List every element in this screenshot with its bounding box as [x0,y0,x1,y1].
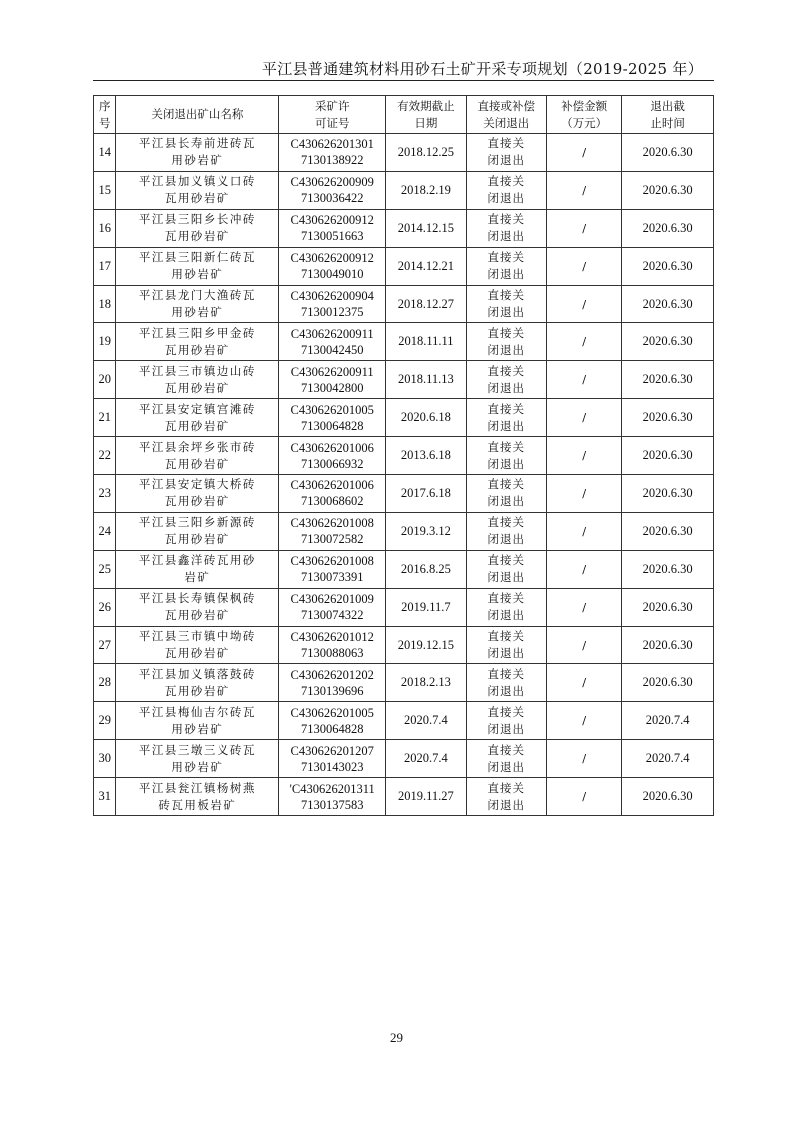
cell-exit-deadline: 2020.6.30 [622,247,714,285]
table-row [94,285,714,323]
cell-mine-name: 平江县加义镇义口砖 瓦用砂岩矿 [116,171,279,209]
cell-mine-name: 平江县三阳新仁砖瓦 用砂岩矿 [116,247,279,285]
table-row [94,323,714,361]
column-header-closure-method: 直接或补偿 关闭退出 [466,96,546,134]
cell-no: 27 [94,626,116,664]
table-row [94,134,714,172]
cell-compensation: / [547,702,622,740]
cell-license: C430626201207 7130143023 [279,740,386,778]
cell-no: 25 [94,550,116,588]
table-body [94,134,714,816]
closed-mines-table [93,95,714,816]
column-header-exit-deadline: 退出截 止时间 [622,96,714,134]
cell-no: 18 [94,285,116,323]
cell-expiry: 2018.11.11 [386,323,466,361]
cell-closure-method: 直接关 闭退出 [466,323,546,361]
cell-exit-deadline: 2020.6.30 [622,437,714,475]
cell-no: 23 [94,475,116,513]
cell-license: C430626201008 7130072582 [279,512,386,550]
table-row [94,550,714,588]
table-row [94,588,714,626]
cell-no: 17 [94,247,116,285]
cell-expiry: 2017.6.18 [386,475,466,513]
cell-no: 31 [94,778,116,816]
cell-closure-method: 直接关 闭退出 [466,437,546,475]
cell-license: C430626200904 7130012375 [279,285,386,323]
cell-mine-name: 平江县加义镇落鼓砖 瓦用砂岩矿 [116,664,279,702]
cell-expiry: 2016.8.25 [386,550,466,588]
cell-license: C430626201301 7130138922 [279,134,386,172]
cell-mine-name: 平江县鑫洋砖瓦用砂 岩矿 [116,550,279,588]
cell-mine-name: 平江县长寿前进砖瓦 用砂岩矿 [116,134,279,172]
cell-no: 20 [94,361,116,399]
table-row [94,778,714,816]
cell-no: 29 [94,702,116,740]
cell-mine-name: 平江县安定镇宫滩砖 瓦用砂岩矿 [116,399,279,437]
cell-license: C430626200912 7130049010 [279,247,386,285]
cell-expiry: 2019.11.27 [386,778,466,816]
table-row [94,702,714,740]
cell-closure-method: 直接关 闭退出 [466,550,546,588]
cell-mine-name: 平江县三墩三义砖瓦 用砂岩矿 [116,740,279,778]
cell-compensation: / [547,323,622,361]
cell-expiry: 2013.6.18 [386,437,466,475]
cell-license: C430626201006 7130066932 [279,437,386,475]
cell-exit-deadline: 2020.6.30 [622,134,714,172]
cell-expiry: 2020.6.18 [386,399,466,437]
cell-closure-method: 直接关 闭退出 [466,361,546,399]
cell-exit-deadline: 2020.6.30 [622,588,714,626]
cell-license: C430626201006 7130068602 [279,475,386,513]
cell-expiry: 2020.7.4 [386,740,466,778]
cell-compensation: / [547,664,622,702]
cell-license: C430626201008 7130073391 [279,550,386,588]
cell-expiry: 2019.3.12 [386,512,466,550]
cell-no: 24 [94,512,116,550]
table-row [94,626,714,664]
cell-expiry: 2018.2.19 [386,171,466,209]
cell-mine-name: 平江县三市镇中坳砖 瓦用砂岩矿 [116,626,279,664]
header-rule [93,80,714,81]
cell-no: 21 [94,399,116,437]
cell-exit-deadline: 2020.7.4 [622,702,714,740]
cell-closure-method: 直接关 闭退出 [466,512,546,550]
column-header-license: 采矿许 可证号 [279,96,386,134]
cell-license: C430626201005 7130064828 [279,399,386,437]
cell-mine-name: 平江县瓮江镇杨树燕 砖瓦用板岩矿 [116,778,279,816]
cell-exit-deadline: 2020.6.30 [622,664,714,702]
cell-mine-name: 平江县三阳乡长冲砖 瓦用砂岩矿 [116,209,279,247]
cell-closure-method: 直接关 闭退出 [466,588,546,626]
cell-license: C430626201012 7130088063 [279,626,386,664]
cell-no: 14 [94,134,116,172]
cell-compensation: / [547,626,622,664]
cell-exit-deadline: 2020.6.30 [622,550,714,588]
cell-no: 30 [94,740,116,778]
cell-closure-method: 直接关 闭退出 [466,399,546,437]
cell-license: C430626201009 7130074322 [279,588,386,626]
cell-closure-method: 直接关 闭退出 [466,626,546,664]
cell-mine-name: 平江县龙门大渔砖瓦 用砂岩矿 [116,285,279,323]
cell-expiry: 2019.12.15 [386,626,466,664]
cell-compensation: / [547,550,622,588]
cell-mine-name: 平江县三阳乡新源砖 瓦用砂岩矿 [116,512,279,550]
cell-expiry: 2020.7.4 [386,702,466,740]
cell-expiry: 2018.11.13 [386,361,466,399]
cell-expiry: 2014.12.15 [386,209,466,247]
cell-mine-name: 平江县余坪乡张市砖 瓦用砂岩矿 [116,437,279,475]
cell-exit-deadline: 2020.6.30 [622,323,714,361]
cell-exit-deadline: 2020.6.30 [622,361,714,399]
cell-exit-deadline: 2020.6.30 [622,778,714,816]
column-header-mine-name: 关闭退出矿山名称 [116,96,279,134]
cell-closure-method: 直接关 闭退出 [466,134,546,172]
cell-closure-method: 直接关 闭退出 [466,778,546,816]
cell-expiry: 2018.12.27 [386,285,466,323]
cell-closure-method: 直接关 闭退出 [466,209,546,247]
cell-expiry: 2018.12.25 [386,134,466,172]
cell-exit-deadline: 2020.6.30 [622,399,714,437]
cell-no: 15 [94,171,116,209]
table-header-row [94,96,714,134]
cell-mine-name: 平江县安定镇大桥砖 瓦用砂岩矿 [116,475,279,513]
cell-exit-deadline: 2020.7.4 [622,740,714,778]
cell-mine-name: 平江县长寿镇保枫砖 瓦用砂岩矿 [116,588,279,626]
cell-no: 19 [94,323,116,361]
cell-license: C430626200911 7130042800 [279,361,386,399]
cell-closure-method: 直接关 闭退出 [466,171,546,209]
cell-exit-deadline: 2020.6.30 [622,512,714,550]
cell-mine-name: 平江县梅仙吉尔砖瓦 用砂岩矿 [116,702,279,740]
cell-expiry: 2019.11.7 [386,588,466,626]
cell-no: 16 [94,209,116,247]
cell-compensation: / [547,778,622,816]
cell-closure-method: 直接关 闭退出 [466,475,546,513]
cell-compensation: / [547,285,622,323]
cell-license: C430626201005 7130064828 [279,702,386,740]
table-row [94,171,714,209]
table-row [94,247,714,285]
cell-no: 26 [94,588,116,626]
cell-compensation: / [547,588,622,626]
cell-compensation: / [547,361,622,399]
cell-mine-name: 平江县三阳乡甲金砖 瓦用砂岩矿 [116,323,279,361]
table-row [94,740,714,778]
cell-compensation: / [547,134,622,172]
cell-license: C430626200912 7130051663 [279,209,386,247]
cell-license: C430626200909 7130036422 [279,171,386,209]
column-header-no: 序 号 [94,96,116,134]
cell-compensation: / [547,740,622,778]
cell-no: 22 [94,437,116,475]
cell-exit-deadline: 2020.6.30 [622,209,714,247]
cell-compensation: / [547,171,622,209]
table-row [94,209,714,247]
cell-license: C430626201202 7130139696 [279,664,386,702]
cell-license: 'C430626201311 7130137583 [279,778,386,816]
cell-compensation: / [547,475,622,513]
table-row [94,437,714,475]
cell-closure-method: 直接关 闭退出 [466,664,546,702]
page-number: 29 [390,1030,403,1045]
cell-exit-deadline: 2020.6.30 [622,475,714,513]
cell-closure-method: 直接关 闭退出 [466,247,546,285]
document-header-title: 平江县普通建筑材料用砂石土矿开采专项规划（2019-2025 年） [261,60,703,78]
cell-compensation: / [547,512,622,550]
table-row [94,475,714,513]
table-row [94,361,714,399]
cell-compensation: / [547,437,622,475]
cell-exit-deadline: 2020.6.30 [622,626,714,664]
cell-expiry: 2018.2.13 [386,664,466,702]
table-row [94,664,714,702]
cell-license: C430626200911 7130042450 [279,323,386,361]
cell-expiry: 2014.12.21 [386,247,466,285]
cell-compensation: / [547,247,622,285]
cell-closure-method: 直接关 闭退出 [466,285,546,323]
cell-closure-method: 直接关 闭退出 [466,702,546,740]
cell-no: 28 [94,664,116,702]
cell-exit-deadline: 2020.6.30 [622,171,714,209]
cell-compensation: / [547,399,622,437]
cell-exit-deadline: 2020.6.30 [622,285,714,323]
column-header-compensation: 补偿金额 （万元） [547,96,622,134]
table-row [94,399,714,437]
cell-mine-name: 平江县三市镇边山砖 瓦用砂岩矿 [116,361,279,399]
column-header-expiry: 有效期截止 日期 [386,96,466,134]
cell-closure-method: 直接关 闭退出 [466,740,546,778]
cell-compensation: / [547,209,622,247]
table-row [94,512,714,550]
